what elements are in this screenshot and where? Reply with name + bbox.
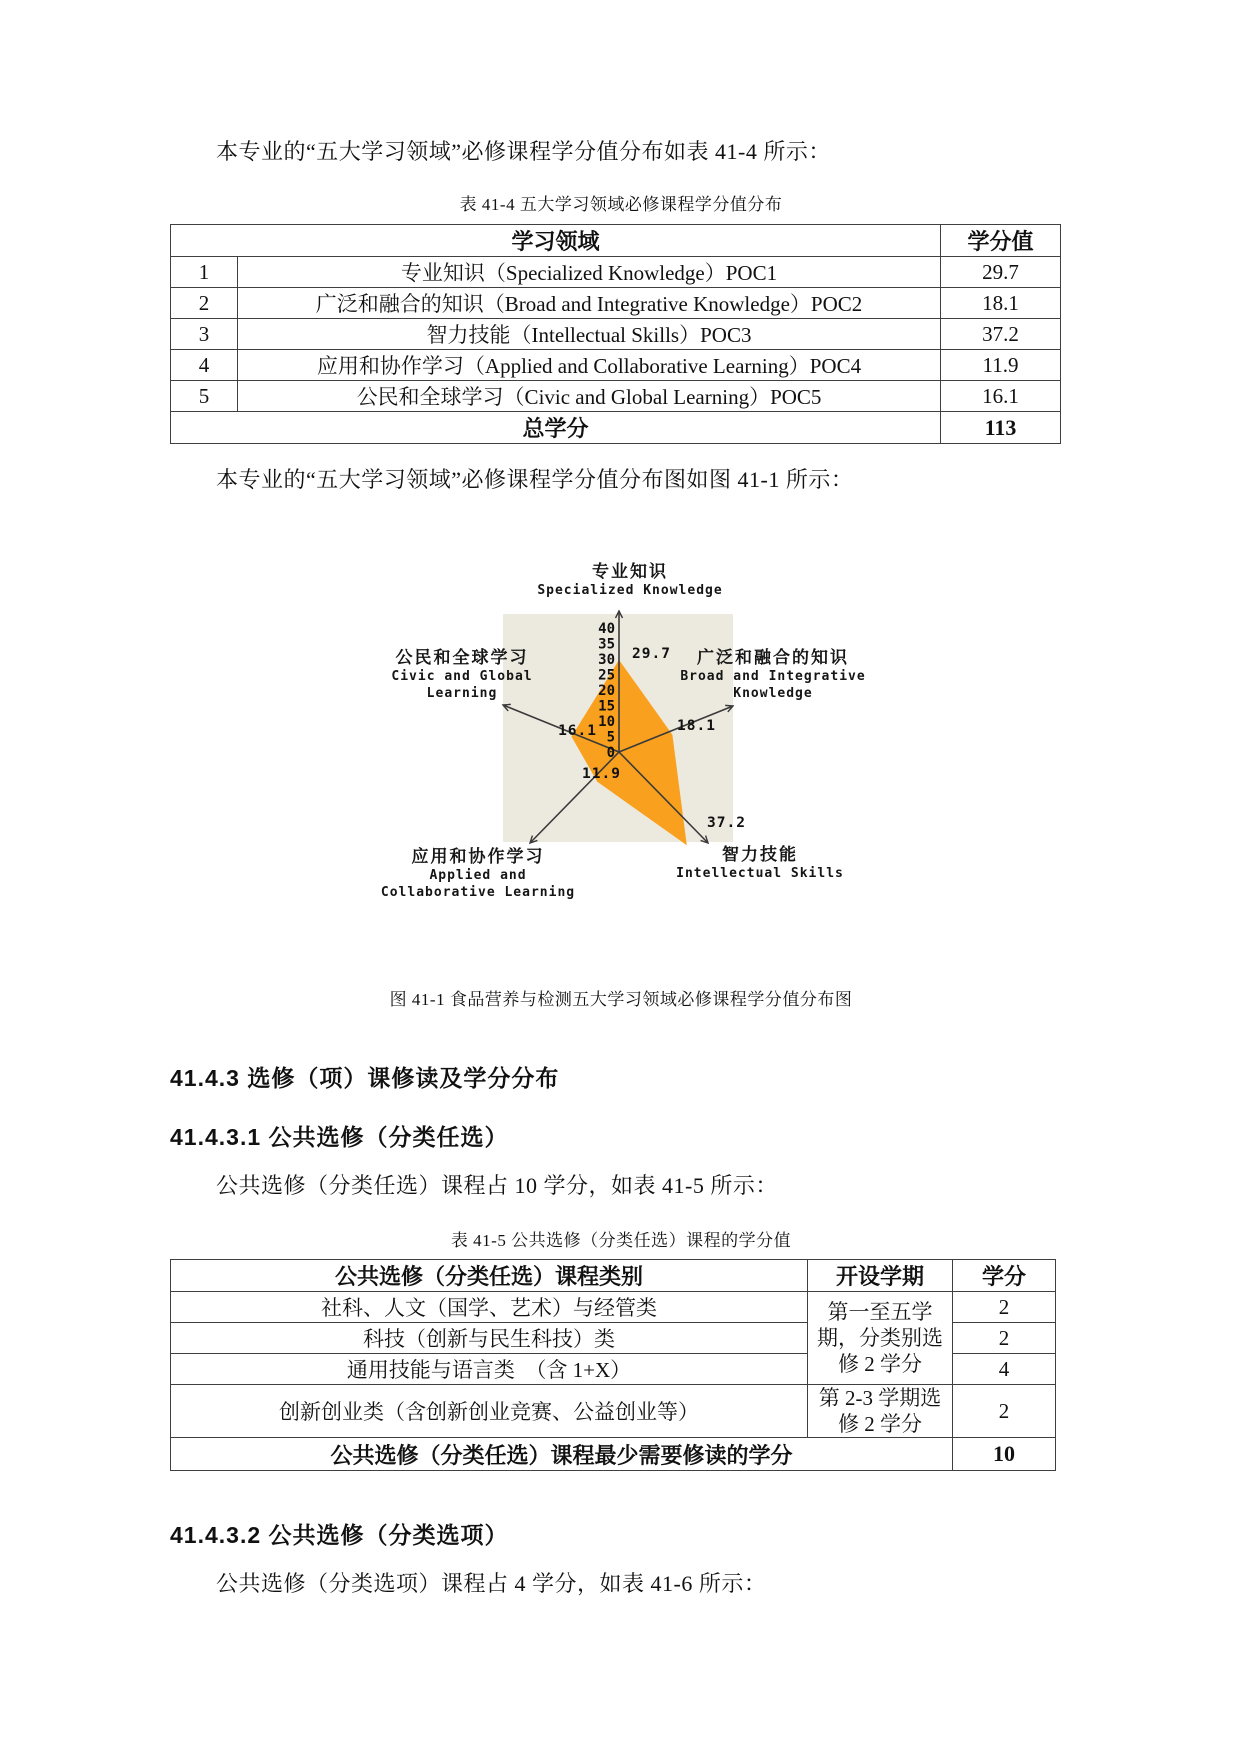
heading-41-4-3-1: 41.4.3.1 公共选修（分类任选）: [170, 1124, 509, 1150]
category-name: 通用技能与语言类 （含 1+X）: [171, 1354, 808, 1385]
table-41-4-caption: 表 41-4 五大学习领域必修课程学分值分布: [459, 195, 783, 214]
svg-text:37.2: 37.2: [707, 815, 746, 831]
column-header-credits: 学分值: [941, 225, 1061, 257]
radar-axis-title: 应用和协作学习 Applied and Collaborative Learning: [380, 847, 576, 900]
semester-merged-cell: [808, 1292, 953, 1385]
svg-text:5: 5: [606, 729, 615, 746]
domain-name: 专业知识（Specialized Knowledge）POC1: [238, 257, 941, 288]
table-41-5-caption: 表 41-5 公共选修（分类任选）课程的学分值: [450, 1231, 792, 1250]
credit-value: 16.1: [941, 381, 1061, 412]
row-number: 4: [171, 350, 238, 381]
category-name: 创新创业类（含创新创业竞赛、公益创业等）: [171, 1385, 808, 1438]
svg-text:40: 40: [598, 621, 615, 637]
semester-line: 修 2 学分: [838, 1352, 922, 1376]
svg-text:20: 20: [598, 683, 615, 699]
table-41-5: [170, 1259, 1056, 1471]
semester-line: 期，分类别选: [817, 1326, 943, 1350]
radar-axis-title: 广泛和融合的知识 Broad and Integrative Knowledge: [680, 648, 866, 701]
credit-value: 2: [953, 1292, 1056, 1323]
table-row: [171, 350, 1061, 381]
row-number: 2: [171, 288, 238, 319]
intro-paragraph-figure-41-1: 本专业的“五大学习领域”必修课程学分值分布图如图 41-1 所示：: [216, 467, 854, 492]
column-header-semester: 开设学期: [808, 1260, 953, 1292]
heading-41-4-3-2: 41.4.3.2 公共选修（分类选项）: [170, 1522, 509, 1548]
credit-value: 2: [953, 1323, 1056, 1354]
row-number: 1: [171, 257, 238, 288]
column-header-credit: 学分: [953, 1260, 1056, 1292]
radar-axis-title: 专业知识 Specialized Knowledge: [537, 562, 723, 598]
table-row: [171, 1385, 1056, 1438]
column-header-domain: 学习领域: [171, 225, 941, 257]
radar-chart-figure: [240, 561, 866, 933]
total-value: 113: [941, 412, 1061, 444]
credit-value: 11.9: [941, 350, 1061, 381]
table-row: [171, 257, 1061, 288]
table-row: [171, 288, 1061, 319]
semester-line: 第 2-3 学期选: [818, 1386, 942, 1410]
credit-value: 29.7: [941, 257, 1061, 288]
figure-41-1-caption: 图 41-1 食品营养与检测五大学习领域必修课程学分值分布图: [389, 990, 853, 1009]
svg-text:0: 0: [606, 745, 615, 761]
intro-paragraph-table-41-5: 公共选修（分类任选）课程占 10 学分，如表 41-5 所示：: [216, 1173, 778, 1198]
row-number: 5: [171, 381, 238, 412]
table-row: [171, 381, 1061, 412]
svg-text:16.1: 16.1: [558, 723, 597, 739]
table-41-4: [170, 224, 1061, 444]
table-header-row: [171, 225, 1061, 257]
table-footer-row: [171, 1438, 1056, 1471]
category-name: 社科、人文（国学、艺术）与经管类: [171, 1292, 808, 1323]
column-header-category: 公共选修（分类任选）课程类别: [171, 1260, 808, 1292]
credit-value: 4: [953, 1354, 1056, 1385]
radar-axis-title: 公民和全球学习 Civic and Global Learning: [391, 648, 533, 701]
table-row: [171, 1292, 1056, 1323]
footer-value: 10: [953, 1438, 1056, 1471]
table-total-row: [171, 412, 1061, 444]
domain-name: 广泛和融合的知识（Broad and Integrative Knowledge）POC2: [238, 288, 941, 319]
svg-text:29.7: 29.7: [632, 646, 671, 662]
heading-41-4-3: 41.4.3 选修（项）课修读及学分分布: [170, 1065, 560, 1091]
intro-paragraph-table-41-6: 公共选修（分类选项）课程占 4 学分，如表 41-6 所示：: [216, 1571, 767, 1596]
svg-text:15: 15: [598, 698, 615, 715]
credit-value: 2: [953, 1385, 1056, 1438]
table-row: [171, 319, 1061, 350]
intro-paragraph-table-41-4: 本专业的“五大学习领域”必修课程学分值分布如表 41-4 所示：: [216, 139, 831, 164]
svg-text:10: 10: [598, 714, 615, 730]
credit-value: 37.2: [941, 319, 1061, 350]
svg-text:30: 30: [598, 652, 615, 668]
row-number: 3: [171, 319, 238, 350]
radar-axis-title: 智力技能 Intellectual Skills: [676, 845, 844, 881]
table-header-row: [171, 1260, 1056, 1292]
svg-text:11.9: 11.9: [582, 766, 621, 782]
footer-label: 公共选修（分类任选）课程最少需要修读的学分: [171, 1438, 953, 1471]
domain-name: 智力技能（Intellectual Skills）POC3: [238, 319, 941, 350]
category-name: 科技（创新与民生科技）类: [171, 1323, 808, 1354]
credit-value: 18.1: [941, 288, 1061, 319]
domain-name: 公民和全球学习（Civic and Global Learning）POC5: [238, 381, 941, 412]
domain-name: 应用和协作学习（Applied and Collaborative Learning）POC4: [238, 350, 941, 381]
semester-line: 第一至五学: [827, 1300, 933, 1324]
semester-cell: [808, 1385, 953, 1438]
total-label: 总学分: [171, 412, 941, 444]
svg-text:25: 25: [598, 667, 615, 684]
svg-text:18.1: 18.1: [677, 718, 716, 734]
svg-text:35: 35: [598, 636, 615, 653]
semester-line: 修 2 学分: [838, 1412, 922, 1436]
